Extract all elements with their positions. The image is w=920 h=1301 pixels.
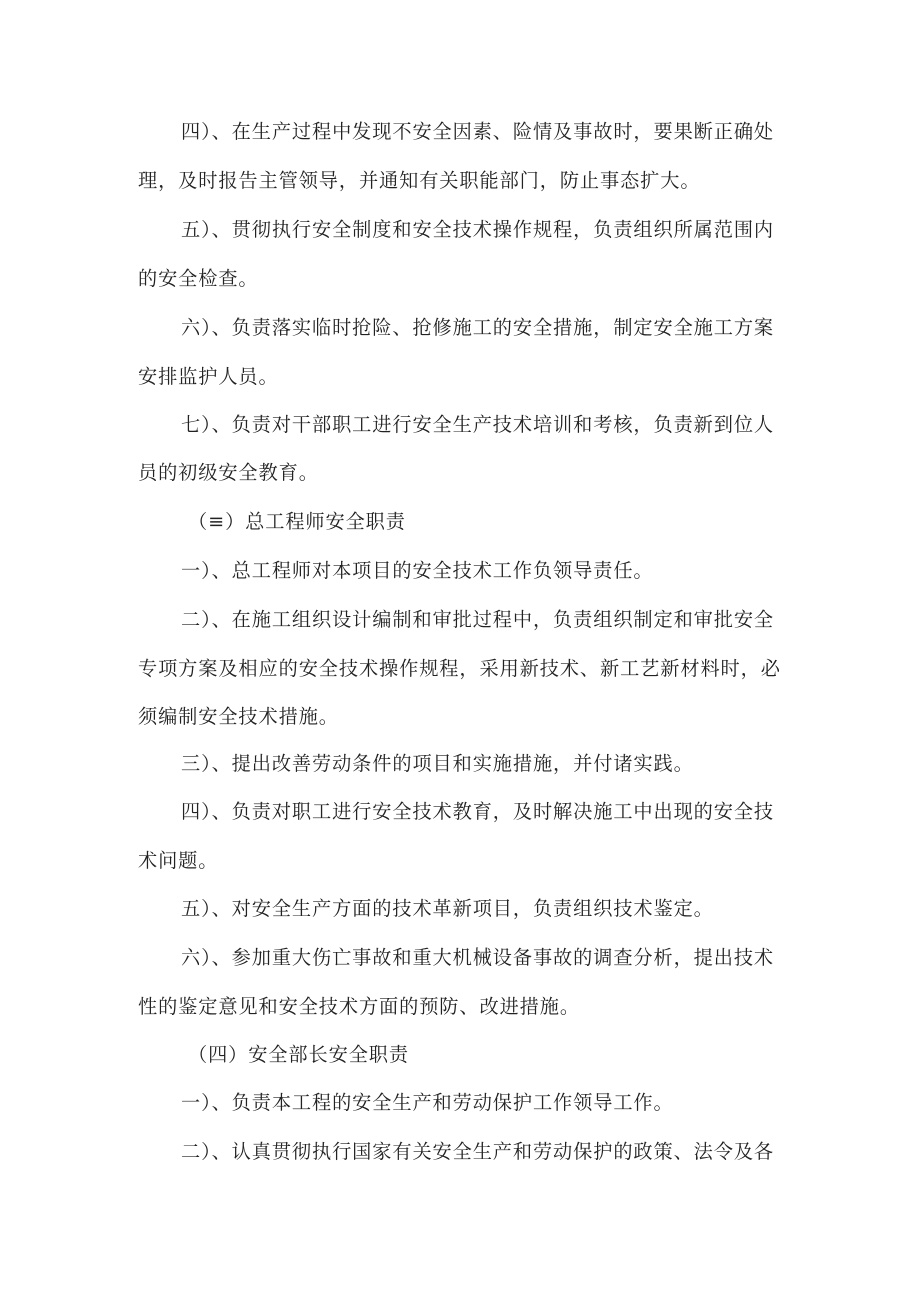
paragraph-line: 员的初级安全教育。: [138, 461, 319, 484]
paragraph-line: 二）、在施工组织设计编制和审批过程中，负责组织制定和审批安全: [181, 608, 775, 631]
section-heading: （四）安全部长安全职责: [188, 1043, 409, 1066]
paragraph-line: 理，及时报告主管领导，并通知有关职能部门，防止事态扩大。: [138, 169, 701, 192]
paragraph-line: 安排监护人员。: [138, 365, 279, 388]
paragraph-line: 三）、提出改善劳动条件的项目和实施措施，并付诸实践。: [181, 752, 694, 775]
paragraph-line: 六）、参加重大伤亡事故和重大机械设备事故的调查分析，提出技术: [181, 946, 775, 969]
paragraph-line: 六）、负责落实临时抢险、抢修施工的安全措施，制定安全施工方案: [181, 316, 775, 339]
paragraph-line: 七）、负责对干部职工进行安全生产技术培训和考核，负责新到位人: [181, 413, 775, 436]
paragraph-line: 须编制安全技术措施。: [138, 705, 339, 728]
paragraph-line: 二）、认真贯彻执行国家有关安全生产和劳动保护的政策、法令及各: [181, 1140, 775, 1163]
paragraph-line: 一）、总工程师对本项目的安全技术工作负领导责任。: [181, 559, 654, 582]
section-heading: （≡）总工程师安全职责: [188, 510, 406, 533]
paragraph-line: 五）、对安全生产方面的技术革新项目，负责组织技术鉴定。: [181, 897, 714, 920]
paragraph-line: 四）、负责对职工进行安全技术教育，及时解决施工中出现的安全技: [181, 800, 775, 823]
paragraph-line: 专项方案及相应的安全技术操作规程，采用新技术、新工艺新材料时，必: [138, 657, 781, 680]
paragraph-line: 五）、贯彻执行安全制度和安全技术操作规程，负责组织所属范围内: [181, 218, 775, 241]
paragraph-line: 术问题。: [138, 849, 219, 872]
paragraph-line: 一）、负责本工程的安全生产和劳动保护工作领导工作。: [181, 1091, 674, 1114]
paragraph-line: 四）、在生产过程中发现不安全因素、险情及事故时，要果断正确处: [181, 120, 775, 143]
paragraph-line: 的安全检查。: [138, 267, 259, 290]
paragraph-line: 性的鉴定意见和安全技术方面的预防、改进措施。: [138, 995, 580, 1018]
